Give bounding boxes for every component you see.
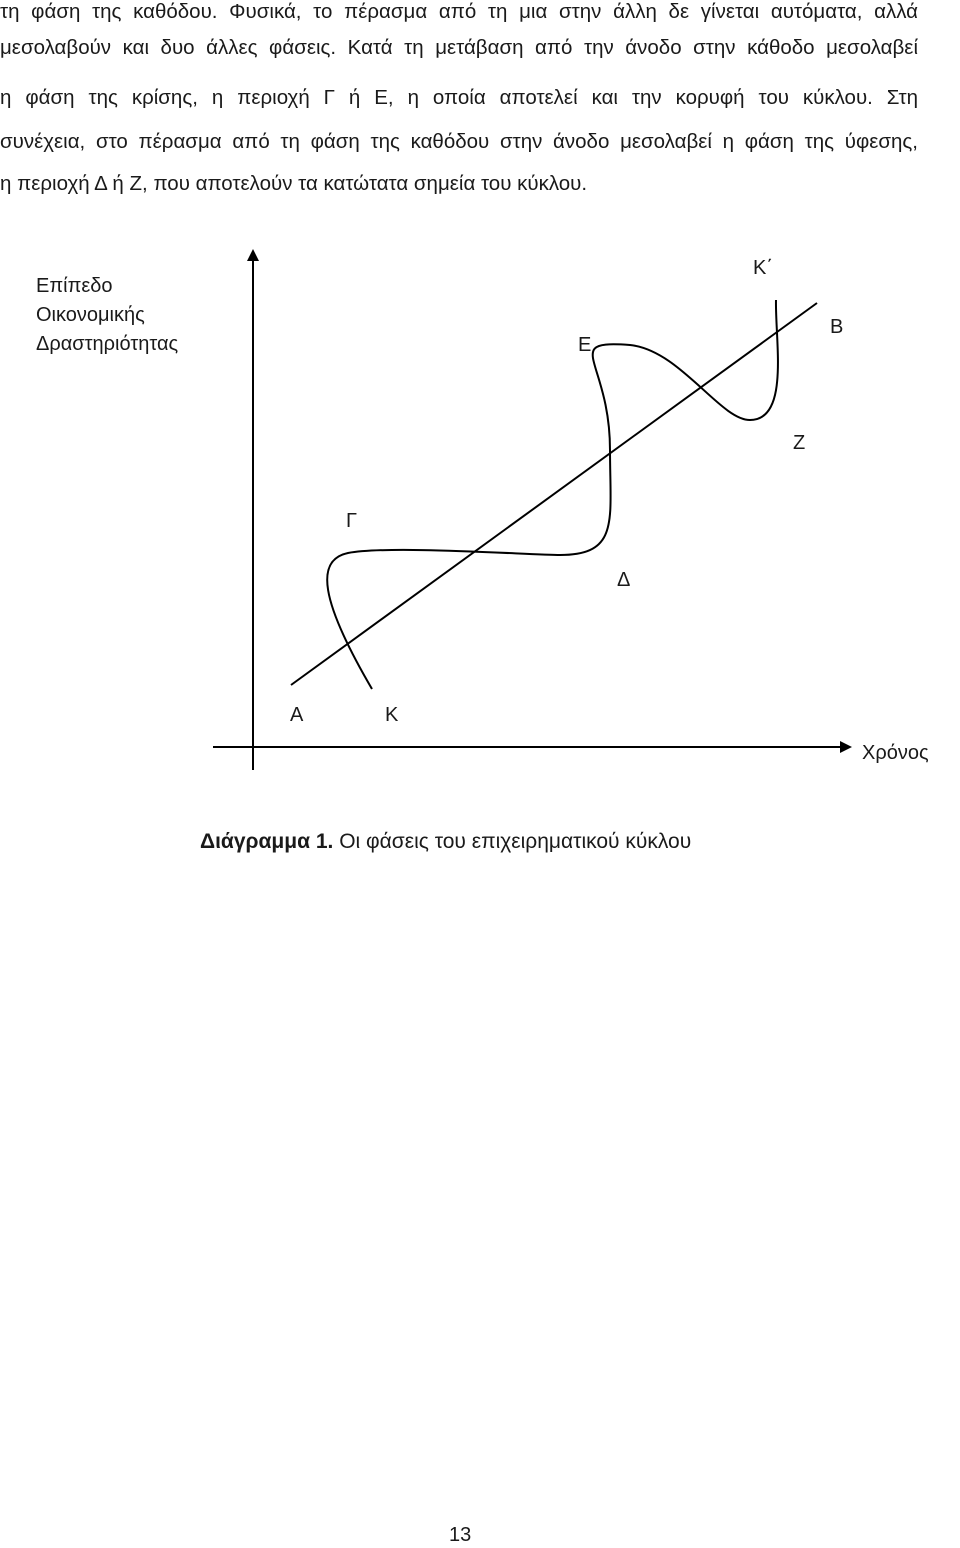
paragraph-line-5: η περιοχή Δ ή Ζ, που αποτελούν τα κατώτατα σημεία του κύκλου. <box>0 172 588 195</box>
point-label-b: Β <box>830 316 844 338</box>
x-axis-label: Χρόνος <box>862 742 929 764</box>
trend-line <box>291 303 817 685</box>
paragraph-line-4: συνέχεια, στο πέρασμα από τη φάση της καθόδου στην άνοδο μεσολαβεί η φάση της ύφεσης, <box>0 130 918 153</box>
point-label-d: Δ <box>617 569 631 591</box>
caption-bold: Διάγραμμα 1. <box>200 830 334 853</box>
page-number: 13 <box>449 1524 472 1546</box>
point-label-k-prime: Κ΄ <box>753 257 773 279</box>
point-label-g: Γ <box>346 510 358 532</box>
paragraph-line-2: μεσολαβούν και δυο άλλες φάσεις. Κατά τη μετάβαση από την άνοδο στην κάθοδο μεσολαβεί <box>0 36 918 59</box>
paragraph-line-3: η φάση της κρίσης, η περιοχή Γ ή Ε, η οποία αποτελεί και την κορυφή του κύκλου. Στη <box>0 86 918 109</box>
y-axis-label-line-2: Οικονομικής <box>36 304 145 326</box>
y-axis-label-line-3: Δραστηριότητας <box>36 333 179 355</box>
point-label-k: Κ <box>385 704 399 726</box>
y-axis-label <box>36 272 178 359</box>
paragraph-line-1: τη φάση της καθόδου. Φυσικά, το πέρασμα από τη μια στην άλλη δε γίνεται αυτόματα, αλλά <box>0 0 918 23</box>
point-label-z: Ζ <box>793 432 806 454</box>
point-label-a: Α <box>290 704 304 726</box>
caption-text: Οι φάσεις του επιχειρηματικού κύκλου <box>333 830 692 853</box>
y-axis-label-line-1: Επίπεδο <box>36 275 113 297</box>
point-label-e: Ε <box>578 334 592 356</box>
figure-caption <box>200 830 691 854</box>
